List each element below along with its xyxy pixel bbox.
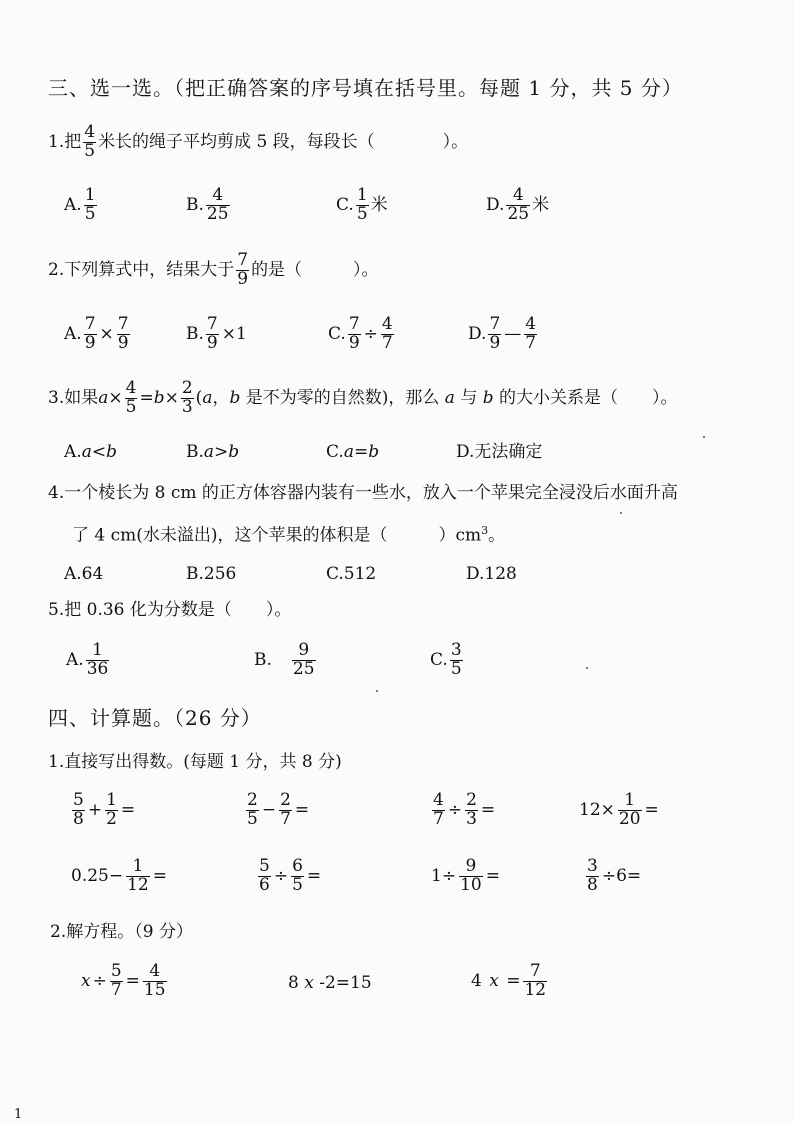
q2-option-a: A. $\frac{7}{9}$ × $\frac{7}{9}$ (64, 314, 129, 353)
part-2-title: 2.解方程。（9 分） (50, 922, 193, 942)
q3-option-d: D.无法确定 (456, 442, 543, 462)
section-4-title: 四、计算题。（26 分） (48, 706, 262, 730)
q3-option-b: B.a>b (186, 442, 240, 462)
calc-3: $\frac{4}{7}$ ÷ $\frac{2}{3}$ = (433, 790, 496, 829)
q1-option-c: C. $\frac{1}{5}$ 米 (336, 185, 388, 224)
q2-fraction: $\frac{7}{9}$ (237, 250, 249, 289)
question-1 (48, 124, 468, 161)
calc-7: 1÷ $\frac{9}{10}$ = (431, 856, 500, 895)
q2-option-b: B. $\frac{7}{9}$ ×1 (186, 314, 247, 353)
scan-speck (376, 690, 378, 692)
scan-speck (620, 512, 622, 514)
section-3-title: 三、选一选。（把正确答案的序号填在括号里。每题 1 分，共 5 分） (48, 76, 683, 100)
q1-option-a: A. $\frac{1}{5}$ (64, 185, 96, 224)
equation-3: 4 x = $\frac{7}{12}$ (471, 961, 547, 1000)
q5-option-c: C. $\frac{3}{5}$ (430, 640, 462, 679)
q2-option-d: D. $\frac{7}{9}$ — $\frac{4}{7}$ (468, 314, 537, 353)
q1-option-b: B. $\frac{4}{25}$ (186, 185, 229, 224)
calc-5: 0.25− $\frac{1}{12}$ = (71, 856, 167, 895)
scan-speck (586, 667, 588, 669)
q1-suffix: 米长的绳子平均剪成 5 段，每段长（ ）。 (98, 131, 469, 152)
calc-4: 12× $\frac{1}{20}$ = (579, 790, 659, 829)
q4-option-b: B.256 (186, 564, 237, 584)
q4-option-c: C.512 (326, 564, 377, 584)
q4-option-a: A.64 (64, 564, 104, 584)
scan-speck (703, 436, 705, 438)
q2-option-c: C. $\frac{7}{9}$ ÷ $\frac{4}{7}$ (328, 314, 393, 353)
part-1-title: 1.直接写出得数。(每题 1 分，共 8 分) (48, 752, 342, 772)
page-number: 1 (14, 1107, 23, 1122)
equation-2: 8 x -2=15 (288, 973, 372, 993)
q1-prefix: 1.把 (48, 131, 82, 152)
q3-option-a: A.a<b (64, 442, 117, 462)
q1-fraction: $\frac{4}{5}$ (84, 122, 96, 161)
calc-6: $\frac{5}{6}$ ÷ $\frac{6}{5}$ = (259, 856, 322, 895)
question-4-line-1: 4.一个棱长为 8 cm 的正方体容器内装有一些水，放入一个苹果完全浸没后水面升高 (48, 483, 678, 503)
q3-option-c: C.a=b (326, 442, 380, 462)
calc-2: $\frac{2}{5}$ − $\frac{2}{7}$ = (247, 790, 310, 829)
q5-option-a: A. $\frac{1}{36}$ (66, 640, 109, 679)
q5-option-b: B. $\frac{9}{25}$ (254, 640, 315, 679)
question-4-line-2: 了 4 cm(水未溢出)，这个苹果的体积是（ ）$cm^3$。 (72, 524, 506, 546)
equation-1: x ÷ $\frac{5}{7}$ = $\frac{4}{15}$ (81, 961, 166, 1000)
calc-8: $\frac{3}{8}$ ÷6= (587, 856, 642, 895)
question-5: 5.把 0.36 化为分数是（ ）。 (48, 600, 292, 620)
question-3: 3.如果a× $\frac{4}{5}$ =b× $\frac{2}{3}$ (a，b 是不为零的自然数)，那么 a 与 b 的大小关系是（ ）。 (48, 378, 678, 417)
calc-1: $\frac{5}{8}$ + $\frac{1}{2}$ = (73, 790, 136, 829)
q4-option-d: D.128 (466, 564, 517, 584)
q1-option-d: D. $\frac{4}{25}$ 米 (486, 185, 550, 224)
question-2: 2.下列算式中，结果大于 $\frac{7}{9}$ 的是（ ）。 (48, 250, 379, 289)
